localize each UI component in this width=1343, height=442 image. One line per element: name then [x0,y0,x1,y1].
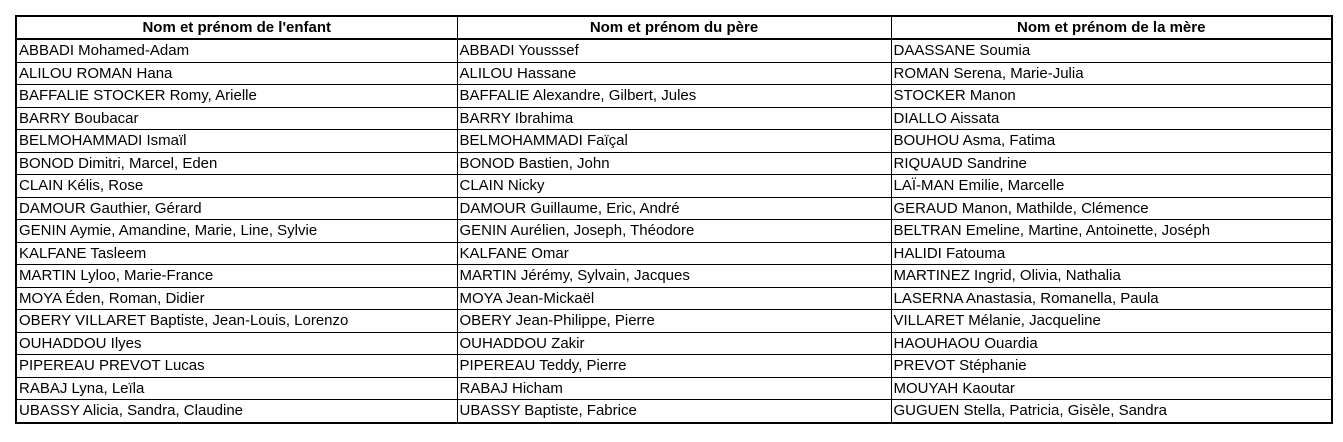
cell-father-name: ALILOU Hassane [457,62,891,85]
cell-child-name: OUHADDOU Ilyes [16,332,457,355]
cell-child-name: MOYA Éden, Roman, Didier [16,287,457,310]
cell-father-name: GENIN Aurélien, Joseph, Théodore [457,220,891,243]
table-row [16,242,1332,265]
table-row [16,377,1332,400]
table-row [16,400,1332,423]
cell-mother-name: HAOUHAOU Ouardia [891,332,1332,355]
cell-father-name: CLAIN Nicky [457,175,891,198]
header-child-name: Nom et prénom de l'enfant [16,16,457,39]
table-row [16,287,1332,310]
cell-child-name: GENIN Aymie, Amandine, Marie, Line, Sylvie [16,220,457,243]
cell-child-name: BARRY Boubacar [16,107,457,130]
table-row [16,85,1332,108]
cell-child-name: RABAJ Lyna, Leïla [16,377,457,400]
cell-mother-name: GERAUD Manon, Mathilde, Clémence [891,197,1332,220]
cell-child-name: MARTIN Lyloo, Marie-France [16,265,457,288]
header-mother-name: Nom et prénom de la mère [891,16,1332,39]
cell-mother-name: DAASSANE Soumia [891,39,1332,62]
cell-mother-name: RIQUAUD Sandrine [891,152,1332,175]
table-row [16,62,1332,85]
table-body [16,39,1332,423]
cell-mother-name: MARTINEZ Ingrid, Olivia, Nathalia [891,265,1332,288]
parents-table [15,15,1333,424]
cell-child-name: DAMOUR Gauthier, Gérard [16,197,457,220]
cell-child-name: KALFANE Tasleem [16,242,457,265]
cell-mother-name: BELTRAN Emeline, Martine, Antoinette, Joséph [891,220,1332,243]
table-row [16,175,1332,198]
cell-father-name: KALFANE Omar [457,242,891,265]
cell-father-name: MARTIN Jérémy, Sylvain, Jacques [457,265,891,288]
cell-father-name: RABAJ Hicham [457,377,891,400]
table-row [16,310,1332,333]
cell-father-name: ABBADI Yousssef [457,39,891,62]
cell-father-name: OBERY Jean-Philippe, Pierre [457,310,891,333]
table-row [16,332,1332,355]
cell-mother-name: STOCKER Manon [891,85,1332,108]
cell-mother-name: ROMAN Serena, Marie-Julia [891,62,1332,85]
cell-father-name: BARRY Ibrahima [457,107,891,130]
table-row [16,107,1332,130]
cell-father-name: UBASSY Baptiste, Fabrice [457,400,891,423]
cell-child-name: BONOD Dimitri, Marcel, Eden [16,152,457,175]
cell-child-name: ALILOU ROMAN Hana [16,62,457,85]
cell-child-name: BAFFALIE STOCKER Romy, Arielle [16,85,457,108]
cell-mother-name: MOUYAH Kaoutar [891,377,1332,400]
table-header-row [16,16,1332,39]
cell-father-name: PIPEREAU Teddy, Pierre [457,355,891,378]
cell-father-name: BELMOHAMMADI Faïçal [457,130,891,153]
cell-mother-name: LASERNA Anastasia, Romanella, Paula [891,287,1332,310]
table-row [16,130,1332,153]
cell-father-name: OUHADDOU Zakir [457,332,891,355]
cell-mother-name: DIALLO Aissata [891,107,1332,130]
table-row [16,197,1332,220]
cell-mother-name: LAÏ-MAN Emilie, Marcelle [891,175,1332,198]
cell-child-name: UBASSY Alicia, Sandra, Claudine [16,400,457,423]
cell-father-name: BAFFALIE Alexandre, Gilbert, Jules [457,85,891,108]
cell-mother-name: HALIDI Fatouma [891,242,1332,265]
cell-father-name: MOYA Jean-Mickaël [457,287,891,310]
cell-child-name: ABBADI Mohamed-Adam [16,39,457,62]
parents-table-container [15,15,1333,424]
cell-child-name: OBERY VILLARET Baptiste, Jean-Louis, Lorenzo [16,310,457,333]
table-row [16,152,1332,175]
cell-child-name: CLAIN Kélis, Rose [16,175,457,198]
cell-child-name: BELMOHAMMADI Ismaïl [16,130,457,153]
cell-father-name: DAMOUR Guillaume, Eric, André [457,197,891,220]
table-row [16,39,1332,62]
cell-mother-name: VILLARET Mélanie, Jacqueline [891,310,1332,333]
cell-mother-name: BOUHOU Asma, Fatima [891,130,1332,153]
cell-father-name: BONOD Bastien, John [457,152,891,175]
cell-mother-name: PREVOT Stéphanie [891,355,1332,378]
table-row [16,265,1332,288]
table-row [16,220,1332,243]
table-row [16,355,1332,378]
cell-mother-name: GUGUEN Stella, Patricia, Gisèle, Sandra [891,400,1332,423]
header-father-name: Nom et prénom du père [457,16,891,39]
cell-child-name: PIPEREAU PREVOT Lucas [16,355,457,378]
